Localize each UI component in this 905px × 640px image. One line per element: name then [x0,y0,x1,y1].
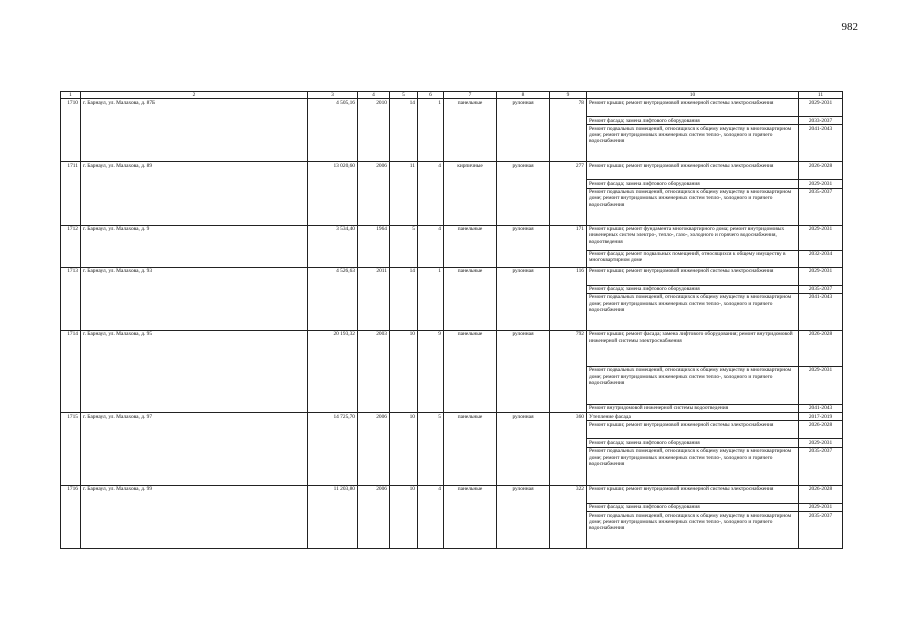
column-header: 4 [358,92,390,99]
building-number: 1715 [61,413,81,486]
resident-count: 322 [550,485,587,548]
repair-period: 2035-2037 [799,188,843,225]
floor-count: 11 [390,162,418,225]
building-area: 14 725,70 [308,413,358,486]
building-area: 13 020,60 [308,162,358,225]
repair-work-description: Ремонт подвальных помещений, относящихся к общему имуществу в многоквартирном доме; ремонт внутридомовых инженерных систем тепло-, холодного и горячего водоснабжения [587,125,799,162]
column-header: 5 [390,92,418,99]
repair-work-description: Ремонт крыши; ремонт внутридомовой инженерной системы электроснабжения [587,267,799,285]
roof-type: рулонная [497,162,550,225]
repair-work-description: Утепление фасада [587,413,799,421]
repair-work-description: Ремонт подвальных помещений, относящихся к общему имуществу в многоквартирном доме; ремонт внутридомовых инженерных систем тепло-, холодного и горячего водоснабжения [587,512,799,549]
building-address: г. Барнаул, ул. Малахова, д. 97 [81,413,308,486]
column-header: 6 [418,92,444,99]
column-header: 7 [444,92,497,99]
repair-period: 2041-2043 [799,125,843,162]
repair-work-description: Ремонт фасада; замена лифтового оборудования [587,117,799,125]
repair-work-description: Ремонт фасада; ремонт подвальных помещений, относящихся к общему имуществу в многоквартирном доме [587,250,799,267]
repair-period: 2035-2037 [799,447,843,485]
resident-count: 78 [550,99,587,162]
entrance-count: 1 [418,99,444,162]
table-row [61,485,843,503]
building-area: 3 534,40 [308,225,358,267]
commissioning-year: 2006 [358,413,390,486]
repair-work-description: Ремонт фасада; замена лифтового оборудования [587,439,799,447]
repair-period: 2026-2028 [799,485,843,503]
roof-type: рулонная [497,267,550,330]
repair-period: 2029-2031 [799,366,843,404]
commissioning-year: 2003 [358,330,390,412]
entrance-count: 9 [418,330,444,412]
wall-material: панельные [444,330,497,412]
entrance-count: 4 [418,485,444,548]
entrance-count: 5 [418,413,444,486]
repair-period: 2041-2043 [799,404,843,412]
building-area: 4 526,63 [308,267,358,330]
column-header: 11 [799,92,843,99]
column-header: 8 [497,92,550,99]
floor-count: 10 [390,413,418,486]
resident-count: 171 [550,225,587,267]
building-number: 1713 [61,267,81,330]
table-row [61,267,843,285]
register-body [61,99,843,549]
building-address: г. Барнаул, ул. Малахова, д. 9 [81,225,308,267]
building-number: 1716 [61,485,81,548]
building-number: 1714 [61,330,81,412]
repair-period: 2029-2031 [799,180,843,188]
resident-count: 360 [550,413,587,486]
table-row [61,99,843,117]
repair-work-description: Ремонт фасада; замена лифтового оборудования [587,503,799,511]
building-address: г. Барнаул, ул. Малахова, д. 87Б [81,99,308,162]
column-header: 3 [308,92,358,99]
repair-work-description: Ремонт подвальных помещений, относящихся к общему имуществу в многоквартирном доме; ремонт внутридомовых инженерных систем тепло-, холодного и горячего водоснабжения [587,293,799,330]
repair-period: 2035-2037 [799,285,843,293]
building-number: 1711 [61,162,81,225]
resident-count: 792 [550,330,587,412]
housing-register-table [60,91,843,549]
repair-period: 2026-2028 [799,421,843,439]
repair-period: 2017-2019 [799,413,843,421]
roof-type: рулонная [497,413,550,486]
repair-period: 2041-2043 [799,293,843,330]
repair-work-description: Ремонт крыши; ремонт внутридомовой инженерной системы электроснабжения [587,99,799,117]
roof-type: рулонная [497,485,550,548]
wall-material: панельные [444,485,497,548]
commissioning-year: 2006 [358,162,390,225]
repair-period: 2029-2031 [799,225,843,250]
building-address: г. Барнаул, ул. Малахова, д. 89 [81,162,308,225]
floor-count: 5 [390,225,418,267]
building-area: 20 193,32 [308,330,358,412]
commissioning-year: 1964 [358,225,390,267]
wall-material: кирпичные [444,162,497,225]
repair-period: 2032-2034 [799,250,843,267]
wall-material: панельные [444,413,497,486]
entrance-count: 1 [418,267,444,330]
repair-period: 2029-2031 [799,267,843,285]
repair-work-description: Ремонт подвальных помещений, относящихся к общему имуществу в многоквартирном доме; ремонт внутридомовых инженерных систем тепло-, холодного и горячего водоснабжения [587,366,799,404]
building-number: 1710 [61,99,81,162]
commissioning-year: 2010 [358,99,390,162]
wall-material: панельные [444,99,497,162]
repair-period: 2026-2028 [799,330,843,366]
wall-material: панельные [444,225,497,267]
roof-type: рулонная [497,99,550,162]
repair-work-description: Ремонт фасада; замена лифтового оборудования [587,285,799,293]
repair-work-description: Ремонт внутридомовой инженерной системы водоотведения [587,404,799,412]
entrance-count: 4 [418,162,444,225]
repair-period: 2026-2028 [799,162,843,180]
floor-count: 10 [390,485,418,548]
resident-count: 116 [550,267,587,330]
repair-work-description: Ремонт крыши; ремонт внутридомовой инженерной системы электроснабжения [587,162,799,180]
building-address: г. Барнаул, ул. Малахова, д. 99 [81,485,308,548]
building-address: г. Барнаул, ул. Малахова, д. 95 [81,330,308,412]
wall-material: панельные [444,267,497,330]
building-area: 4 505,16 [308,99,358,162]
commissioning-year: 2006 [358,485,390,548]
building-address: г. Барнаул, ул. Малахова, д. 93 [81,267,308,330]
column-header: 1 [61,92,81,99]
commissioning-year: 2011 [358,267,390,330]
floor-count: 10 [390,330,418,412]
repair-work-description: Ремонт подвальных помещений, относящихся к общему имуществу в многоквартирном доме; ремонт внутридомовых инженерных систем тепло-, холодного и горячего водоснабжения [587,188,799,225]
roof-type: рулонная [497,330,550,412]
roof-type: рулонная [497,225,550,267]
resident-count: 277 [550,162,587,225]
table-row [61,330,843,366]
repair-period: 2029-2031 [799,439,843,447]
floor-count: 14 [390,99,418,162]
table-row [61,413,843,421]
column-number-row [61,92,843,99]
repair-period: 2035-2037 [799,512,843,549]
floor-count: 14 [390,267,418,330]
repair-period: 2033-2037 [799,117,843,125]
page-number: 982 [841,21,858,33]
repair-work-description: Ремонт крыши; ремонт внутридомовой инженерной системы электроснабжения [587,421,799,439]
column-header: 9 [550,92,587,99]
entrance-count: 4 [418,225,444,267]
repair-period: 2029-2031 [799,99,843,117]
repair-work-description: Ремонт крыши; ремонт фундамента многоквартирного дома; ремонт внутридомовых инженерных систем электро-, тепло-, газо-, холодного и горячего водоснабжения, водоотведения [587,225,799,250]
building-area: 11 203,80 [308,485,358,548]
repair-work-description: Ремонт крыши; ремонт внутридомовой инженерной системы электроснабжения [587,485,799,503]
repair-period: 2029-2031 [799,503,843,511]
column-header: 10 [587,92,799,99]
repair-work-description: Ремонт фасада; замена лифтового оборудования [587,180,799,188]
table-row [61,225,843,250]
repair-work-description: Ремонт крыши; ремонт фасада; замена лифтового оборудования; ремонт внутридомовой инженерной системы электроснабжения [587,330,799,366]
column-header: 2 [81,92,308,99]
repair-work-description: Ремонт подвальных помещений, относящихся к общему имуществу в многоквартирном доме; ремонт внутридомовых инженерных систем тепло-, холодного и горячего водоснабжения [587,447,799,485]
building-number: 1712 [61,225,81,267]
table-row [61,162,843,180]
